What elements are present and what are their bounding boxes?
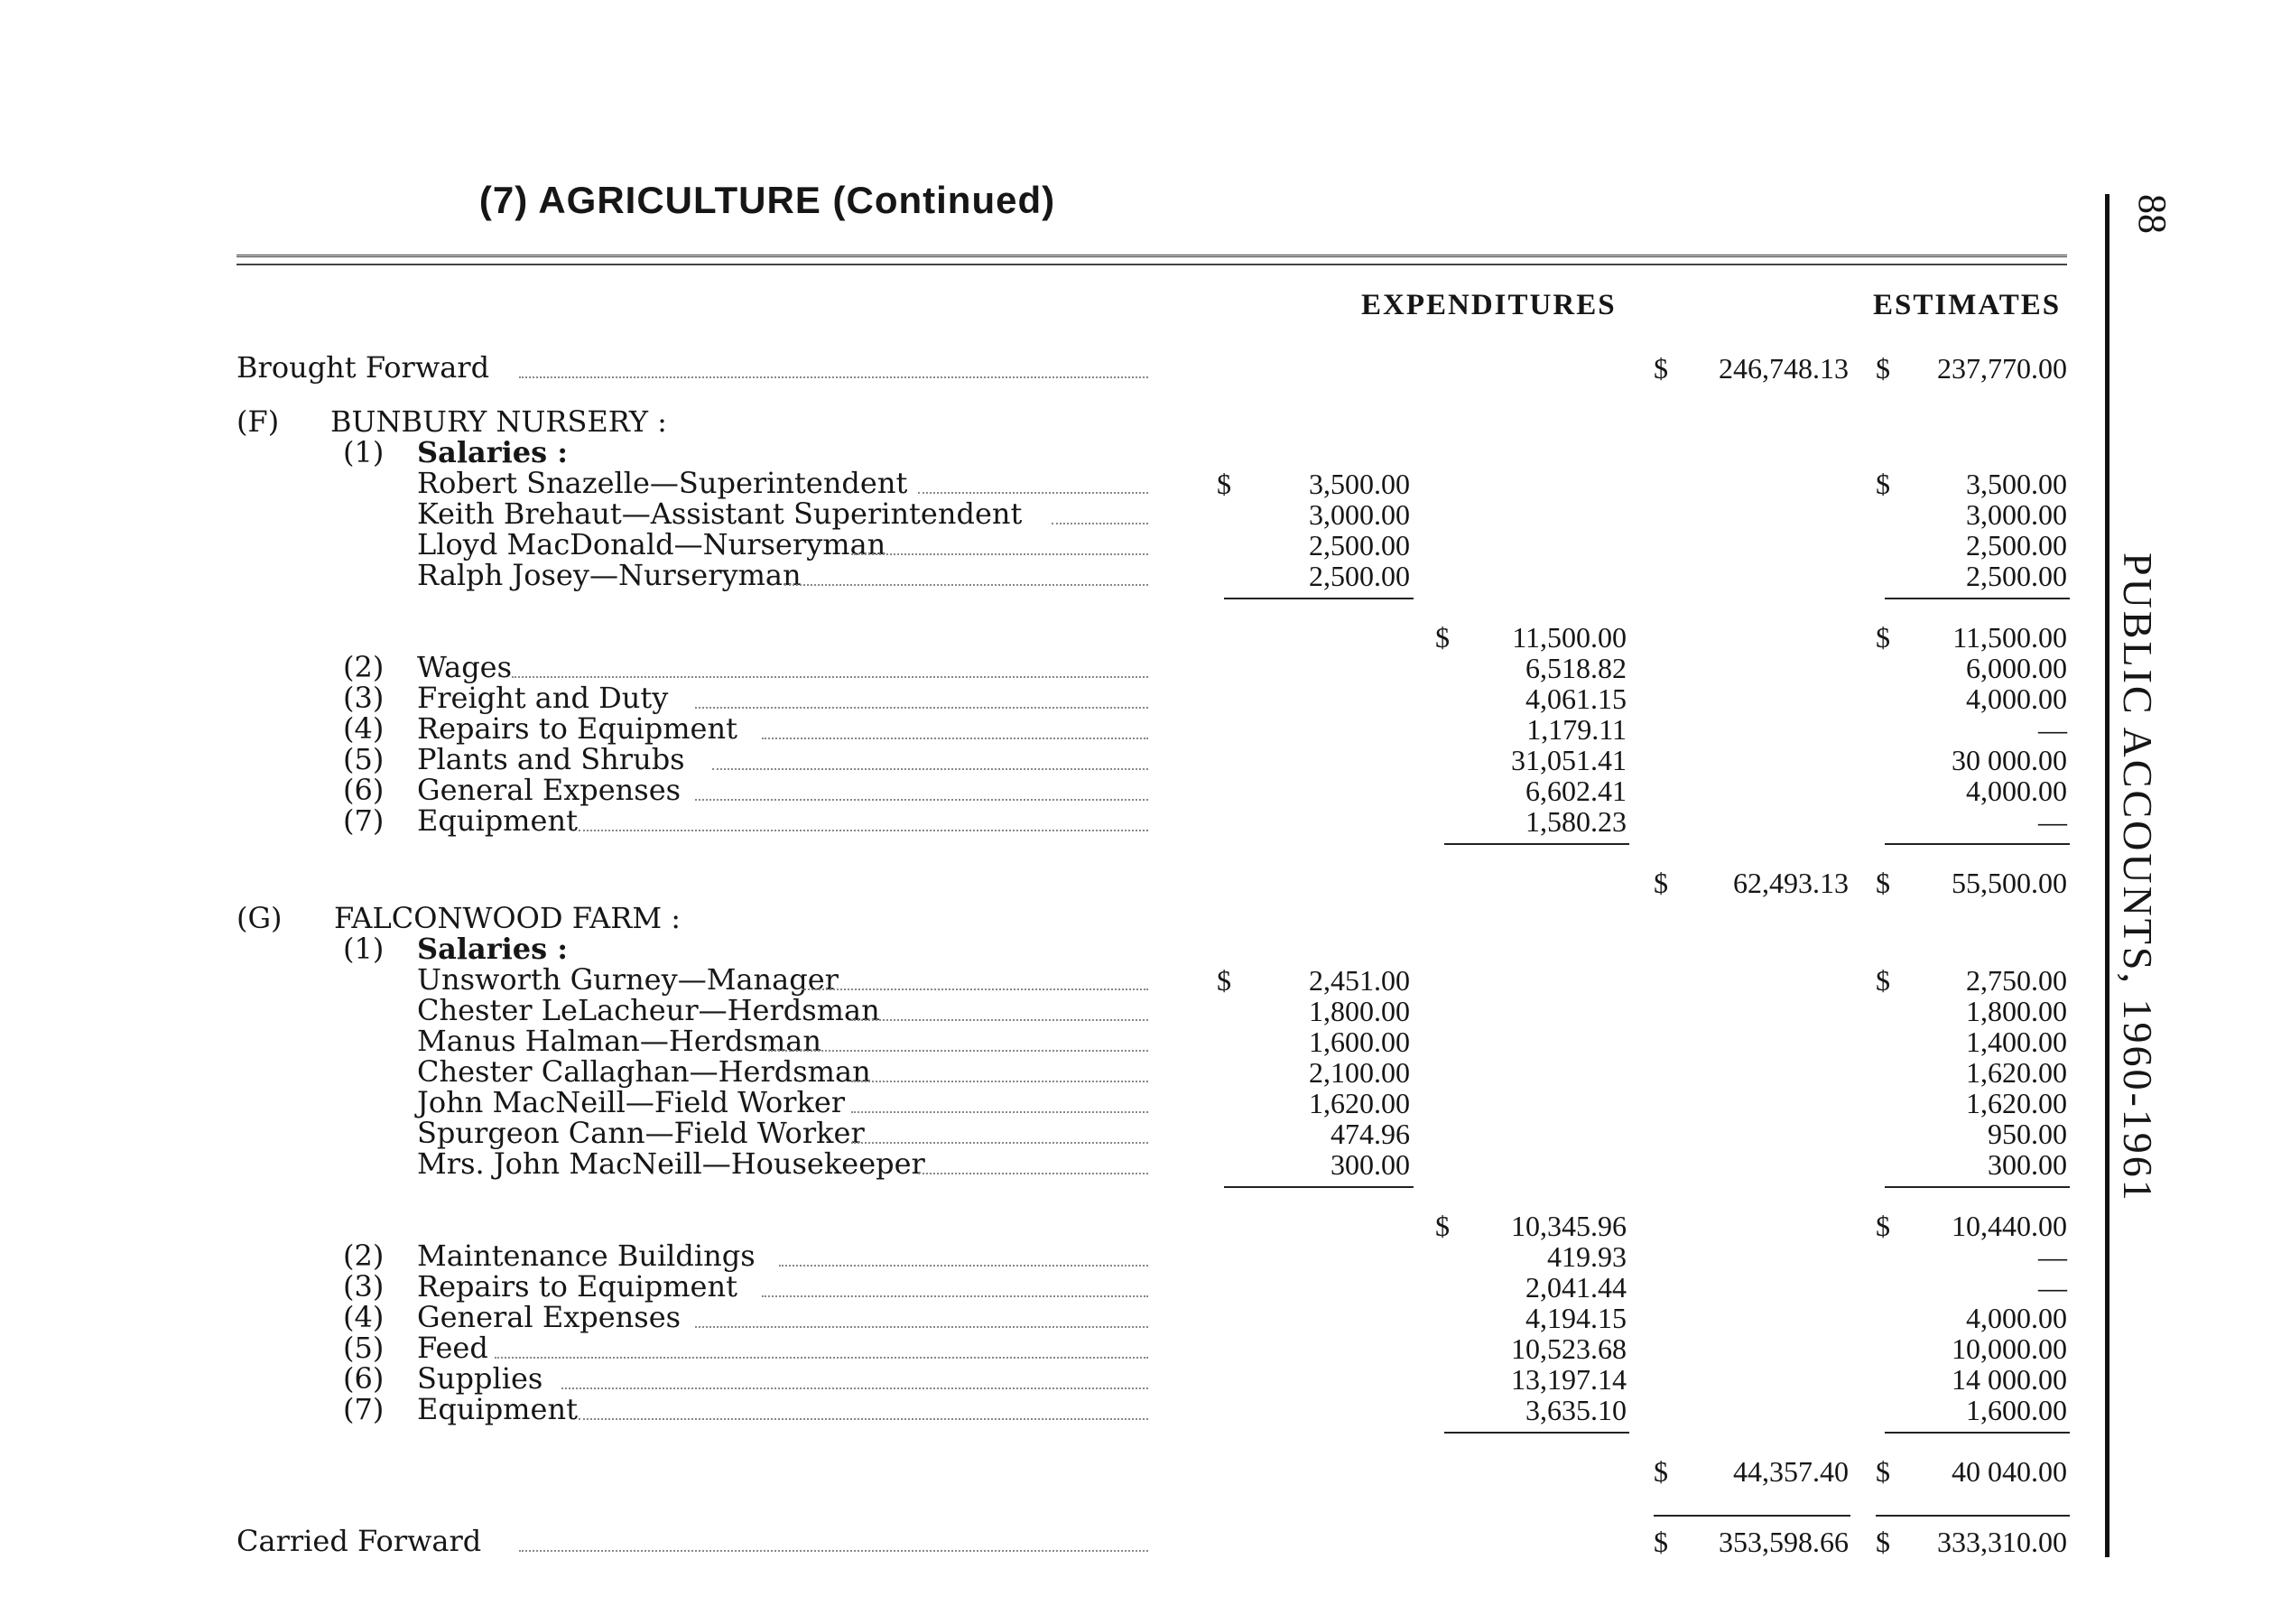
item-expenditure: 1,179.11 [1526, 713, 1627, 746]
subtotal-rule [1885, 843, 2070, 845]
item-estimate: — [2038, 713, 2067, 746]
item-number: (1) [343, 435, 385, 469]
leader-dots [851, 1111, 1148, 1113]
currency-sign: $ [1654, 352, 1668, 385]
currency-sign: $ [1876, 964, 1890, 997]
item-expenditure: 31,051.41 [1511, 744, 1627, 776]
subtotal-rule [1876, 1515, 2070, 1517]
item-number: (2) [343, 1239, 385, 1273]
item-label: General Expenses [417, 1300, 682, 1334]
item-expenditure: 6,602.41 [1525, 775, 1627, 807]
salary-name: Chester LeLacheur—Herdsman [417, 993, 880, 1027]
leader-dots [762, 1295, 1148, 1297]
item-expenditure: 10,523.68 [1511, 1332, 1627, 1365]
item-expenditure: 2,041.44 [1525, 1271, 1627, 1304]
currency-sign: $ [1654, 1455, 1668, 1488]
salary-expenditure: 1,620.00 [1309, 1087, 1410, 1119]
item-label: Freight and Duty [417, 681, 669, 715]
salary-name: Lloyd MacDonald—Nurseryman [417, 527, 886, 561]
salary-name: John MacNeill—Field Worker [417, 1085, 846, 1119]
leader-dots [695, 799, 1148, 801]
carried-forward-label: Carried Forward [236, 1524, 482, 1558]
item-estimate: — [2038, 1271, 2067, 1304]
salary-expenditure: 3,500.00 [1309, 468, 1410, 500]
item-estimate: 10,000.00 [1952, 1332, 2067, 1365]
item-number: (4) [343, 711, 385, 746]
item-number: (6) [343, 1361, 385, 1396]
item-expenditure: 6,518.82 [1525, 652, 1627, 684]
leader-dots [512, 676, 1149, 678]
salary-expenditure: 474.96 [1331, 1118, 1410, 1150]
salaries-subtotal-estimate: 10,440.00 [1952, 1210, 2067, 1242]
section-total-expenditure: 62,493.13 [1733, 867, 1849, 899]
item-estimate: 4,000.00 [1966, 775, 2067, 807]
item-number: (5) [343, 1331, 385, 1365]
section-total-estimate: 55,500.00 [1952, 867, 2067, 899]
item-number: (4) [343, 1300, 385, 1334]
page-number: 88 [2130, 194, 2174, 234]
salary-estimate: 2,500.00 [1966, 560, 2067, 592]
subtotal-rule [1444, 843, 1629, 845]
salaries-subtotal-expenditure: 10,345.96 [1511, 1210, 1627, 1242]
salary-estimate: 2,750.00 [1966, 964, 2067, 997]
item-expenditure: 419.93 [1547, 1240, 1627, 1273]
salary-name: Unsworth Gurney—Manager [417, 962, 839, 997]
salary-expenditure: 300.00 [1331, 1148, 1410, 1181]
running-title: PUBLIC ACCOUNTS, 1960-1961 [2115, 552, 2161, 1203]
currency-sign: $ [1217, 468, 1231, 500]
item-number: (1) [343, 932, 385, 966]
section-title: FALCONWOOD FARM : [334, 901, 682, 935]
carried-forward-estimate: 333,310.00 [1937, 1526, 2067, 1558]
leader-dots [519, 1550, 1148, 1552]
currency-sign: $ [1876, 1455, 1890, 1488]
salary-name: Spurgeon Cann—Field Worker [417, 1116, 865, 1150]
currency-sign: $ [1876, 352, 1890, 385]
item-expenditure: 4,194.15 [1525, 1302, 1627, 1334]
salary-estimate: 1,400.00 [1966, 1025, 2067, 1058]
leader-dots [779, 1265, 1149, 1267]
column-header-estimates: ESTIMATES [1873, 289, 2062, 321]
leader-dots [918, 1173, 1148, 1174]
salary-expenditure: 3,000.00 [1309, 498, 1410, 531]
currency-sign: $ [1876, 1526, 1890, 1558]
salary-estimate: 1,620.00 [1966, 1087, 2067, 1119]
item-label: Repairs to Equipment [417, 1269, 737, 1304]
brought-forward-estimate: 237,770.00 [1937, 352, 2067, 385]
currency-sign: $ [1876, 1210, 1890, 1242]
salary-name: Robert Snazelle—Superintendent [417, 466, 908, 500]
item-number: (7) [343, 1392, 385, 1426]
salary-name: Keith Brehaut—Assistant Superintendent [417, 496, 1023, 531]
item-label: Equipment [417, 803, 578, 838]
page-title: (7) AGRICULTURE (Continued) [478, 179, 1056, 221]
salary-estimate: 1,800.00 [1966, 995, 2067, 1027]
item-label: Feed [417, 1331, 488, 1365]
leader-dots [712, 768, 1149, 770]
salary-estimate: 300.00 [1988, 1148, 2067, 1181]
currency-sign: $ [1435, 1210, 1450, 1242]
item-expenditure: 13,197.14 [1511, 1363, 1627, 1396]
carried-forward-expenditure: 353,598.66 [1719, 1526, 1849, 1558]
section-letter: (F) [236, 404, 280, 439]
item-estimate: 1,600.00 [1966, 1394, 2067, 1426]
leader-dots [851, 1081, 1148, 1082]
currency-sign: $ [1654, 1526, 1668, 1558]
item-estimate: — [2038, 805, 2067, 838]
item-number: (6) [343, 773, 385, 807]
leader-dots [561, 1387, 1148, 1389]
salary-name: Chester Callaghan—Herdsman [417, 1054, 871, 1089]
subtotal-rule [1885, 1432, 2070, 1434]
item-label: Equipment [417, 1392, 578, 1426]
leader-dots [579, 1418, 1149, 1420]
subtotal-rule [1885, 1186, 2070, 1188]
leader-dots [495, 1357, 1148, 1359]
currency-sign: $ [1876, 867, 1890, 899]
header-rule-secondary [236, 264, 2067, 265]
item-number: (3) [343, 681, 385, 715]
section-letter: (G) [236, 901, 283, 935]
salary-name: Ralph Josey—Nurseryman [417, 558, 802, 592]
leader-dots [802, 988, 1149, 990]
leader-dots [784, 584, 1148, 586]
subtotal-rule [1224, 598, 1414, 599]
item-expenditure: 1,580.23 [1525, 805, 1627, 838]
column-header-expenditures: EXPENDITURES [1361, 289, 1617, 321]
salaries-subtotal-expenditure: 11,500.00 [1512, 621, 1627, 654]
item-estimate: — [2038, 1240, 2067, 1273]
salaries-heading: Salaries : [417, 932, 569, 966]
leader-dots [579, 830, 1149, 831]
salaries-heading: Salaries : [417, 435, 569, 469]
item-label: Plants and Shrubs [417, 742, 685, 776]
currency-sign: $ [1217, 964, 1231, 997]
salary-expenditure: 2,451.00 [1309, 964, 1410, 997]
subtotal-rule [1885, 598, 2070, 599]
leader-dots [851, 553, 1148, 555]
salary-expenditure: 2,500.00 [1309, 560, 1410, 592]
salary-expenditure: 1,600.00 [1309, 1025, 1410, 1058]
currency-sign: $ [1876, 468, 1890, 500]
item-label: Wages [417, 650, 513, 684]
item-number: (2) [343, 650, 385, 684]
item-label: Supplies [417, 1361, 543, 1396]
brought-forward-label: Brought Forward [236, 350, 490, 385]
brought-forward-expenditure: 246,748.13 [1719, 352, 1849, 385]
subtotal-rule [1444, 1432, 1629, 1434]
item-estimate: 6,000.00 [1966, 652, 2067, 684]
section-total-expenditure: 44,357.40 [1733, 1455, 1849, 1488]
section-title: BUNBURY NURSERY : [330, 404, 667, 439]
item-label: General Expenses [417, 773, 682, 807]
salary-name: Manus Halman—Herdsman [417, 1024, 821, 1058]
item-estimate: 30 000.00 [1952, 744, 2067, 776]
salary-expenditure: 2,500.00 [1309, 529, 1410, 561]
leader-dots [1052, 523, 1148, 524]
leader-dots [851, 1142, 1148, 1144]
subtotal-rule [1654, 1515, 1850, 1517]
leader-dots [695, 1326, 1148, 1328]
leader-dots [768, 1050, 1149, 1052]
currency-sign: $ [1876, 621, 1890, 654]
item-estimate: 4,000.00 [1966, 682, 2067, 715]
item-number: (7) [343, 803, 385, 838]
leader-dots [851, 1019, 1148, 1021]
salary-estimate: 950.00 [1988, 1118, 2067, 1150]
salary-estimate: 3,000.00 [1966, 498, 2067, 531]
salary-expenditure: 2,100.00 [1309, 1056, 1410, 1089]
header-rule [236, 255, 2067, 257]
item-number: (3) [343, 1269, 385, 1304]
currency-sign: $ [1435, 621, 1450, 654]
item-estimate: 4,000.00 [1966, 1302, 2067, 1334]
salary-name: Mrs. John MacNeill—Housekeeper [417, 1146, 925, 1181]
leader-dots [918, 492, 1148, 494]
leader-dots [762, 738, 1148, 739]
salary-estimate: 3,500.00 [1966, 468, 2067, 500]
section-total-estimate: 40 040.00 [1952, 1455, 2067, 1488]
salary-estimate: 1,620.00 [1966, 1056, 2067, 1089]
item-label: Maintenance Buildings [417, 1239, 756, 1273]
item-expenditure: 3,635.10 [1525, 1394, 1627, 1426]
item-number: (5) [343, 742, 385, 776]
subtotal-rule [1224, 1186, 1414, 1188]
leader-dots [519, 376, 1148, 378]
leader-dots [695, 707, 1148, 709]
salaries-subtotal-estimate: 11,500.00 [1952, 621, 2067, 654]
currency-sign: $ [1654, 867, 1668, 899]
margin-rule [2105, 194, 2109, 1557]
item-estimate: 14 000.00 [1952, 1363, 2067, 1396]
item-expenditure: 4,061.15 [1525, 682, 1627, 715]
salary-expenditure: 1,800.00 [1309, 995, 1410, 1027]
salary-estimate: 2,500.00 [1966, 529, 2067, 561]
item-label: Repairs to Equipment [417, 711, 737, 746]
